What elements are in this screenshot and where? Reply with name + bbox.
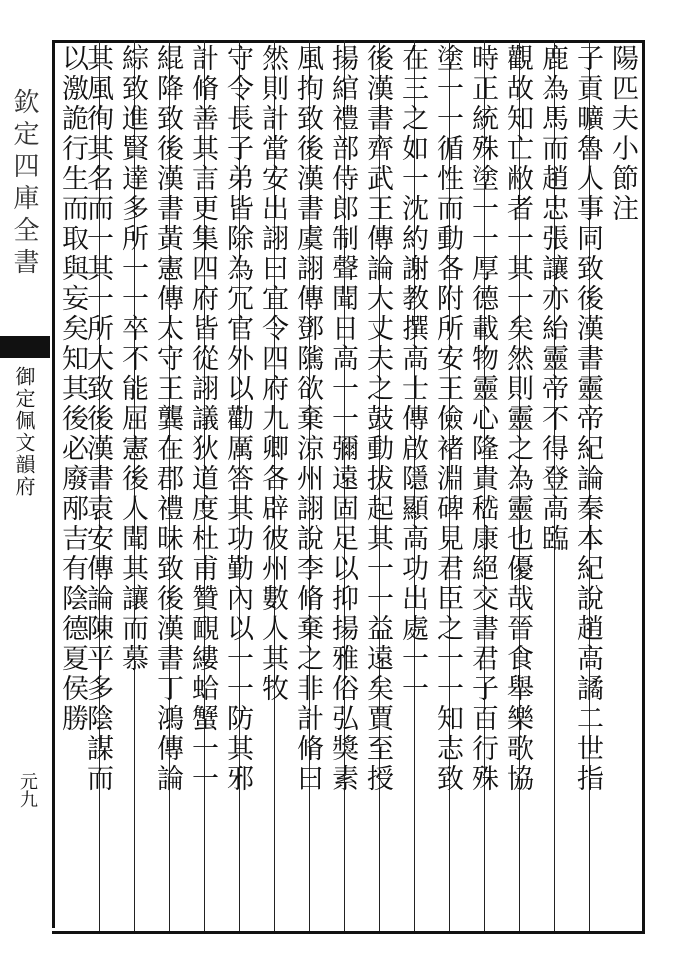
text-column: 後漢書齊武王傳論大丈夫之鼓動拔起其一一益遠矣賈至授 bbox=[362, 44, 393, 794]
text-column: 綜致進賢達多所一一卒不能屈憲後人聞其讓而慕 bbox=[117, 44, 148, 674]
page-margin bbox=[0, 40, 55, 928]
book-title-faint: 欽定四庫全書 bbox=[9, 88, 39, 280]
text-column: 觀故知亡敝者一其一矣然則靈之為靈也優哉晉食舉樂歌協 bbox=[502, 44, 533, 794]
text-column: 揚綰禮部侍郎制聲聞日高一一彌遠固足以抑揚雅俗弘獎素 bbox=[327, 44, 358, 794]
page-number: 元九 bbox=[17, 772, 38, 808]
text-column: 在三之如一沈約謝教撰高士傳啟隱顯高功出處一一 bbox=[397, 44, 428, 704]
text-column: 時正統殊塗一一厚德載物靈心隆貴嵇康絕交書君子百行殊 bbox=[467, 44, 498, 794]
text-column: 風拘致後漢書虞詡傳鄧隲欲棄涼州詡說李脩棄之非計脩曰 bbox=[292, 44, 323, 794]
text-column: 以激詭行生而取與妄矣知其後必廢邴吉有陰德夏侯勝 bbox=[57, 44, 88, 734]
book-name: 御定佩文韻府 bbox=[12, 366, 36, 498]
fish-tail-mark bbox=[0, 336, 50, 358]
text-column: 計脩善其言更集四府皆從詡議狄道度杜甫贊靦縷蛤蟹一一 bbox=[187, 44, 218, 794]
text-column: 鹿為馬而趙忠張讓亦紿靈帝不得登高臨 bbox=[537, 44, 568, 554]
text-column: 然則計當安出詡曰宜令四府九卿各辟彼州數人其牧 bbox=[257, 44, 288, 704]
text-column: 塗一一循性而動各附所安王儉褚淵碑見君臣之一一知志致 bbox=[432, 44, 463, 794]
text-column: 子貢曠魯人事同致後漢書靈帝紀論秦本紀說趙高譎二世指 bbox=[572, 44, 603, 794]
text-column: 其風徇其名而一其一所大致後漢書袁安傳論陳平多陰謀而 bbox=[82, 44, 113, 794]
text-column: 守令長子弟皆除為冗官外以勸厲答其功勤內以一一防其邪 bbox=[222, 44, 253, 794]
text-column: 陽匹夫小節注 bbox=[607, 44, 638, 224]
text-column: 緄降致後漢書黃憲傳太守王龔在郡禮昧致後漢書丁鴻傳論 bbox=[152, 44, 183, 794]
